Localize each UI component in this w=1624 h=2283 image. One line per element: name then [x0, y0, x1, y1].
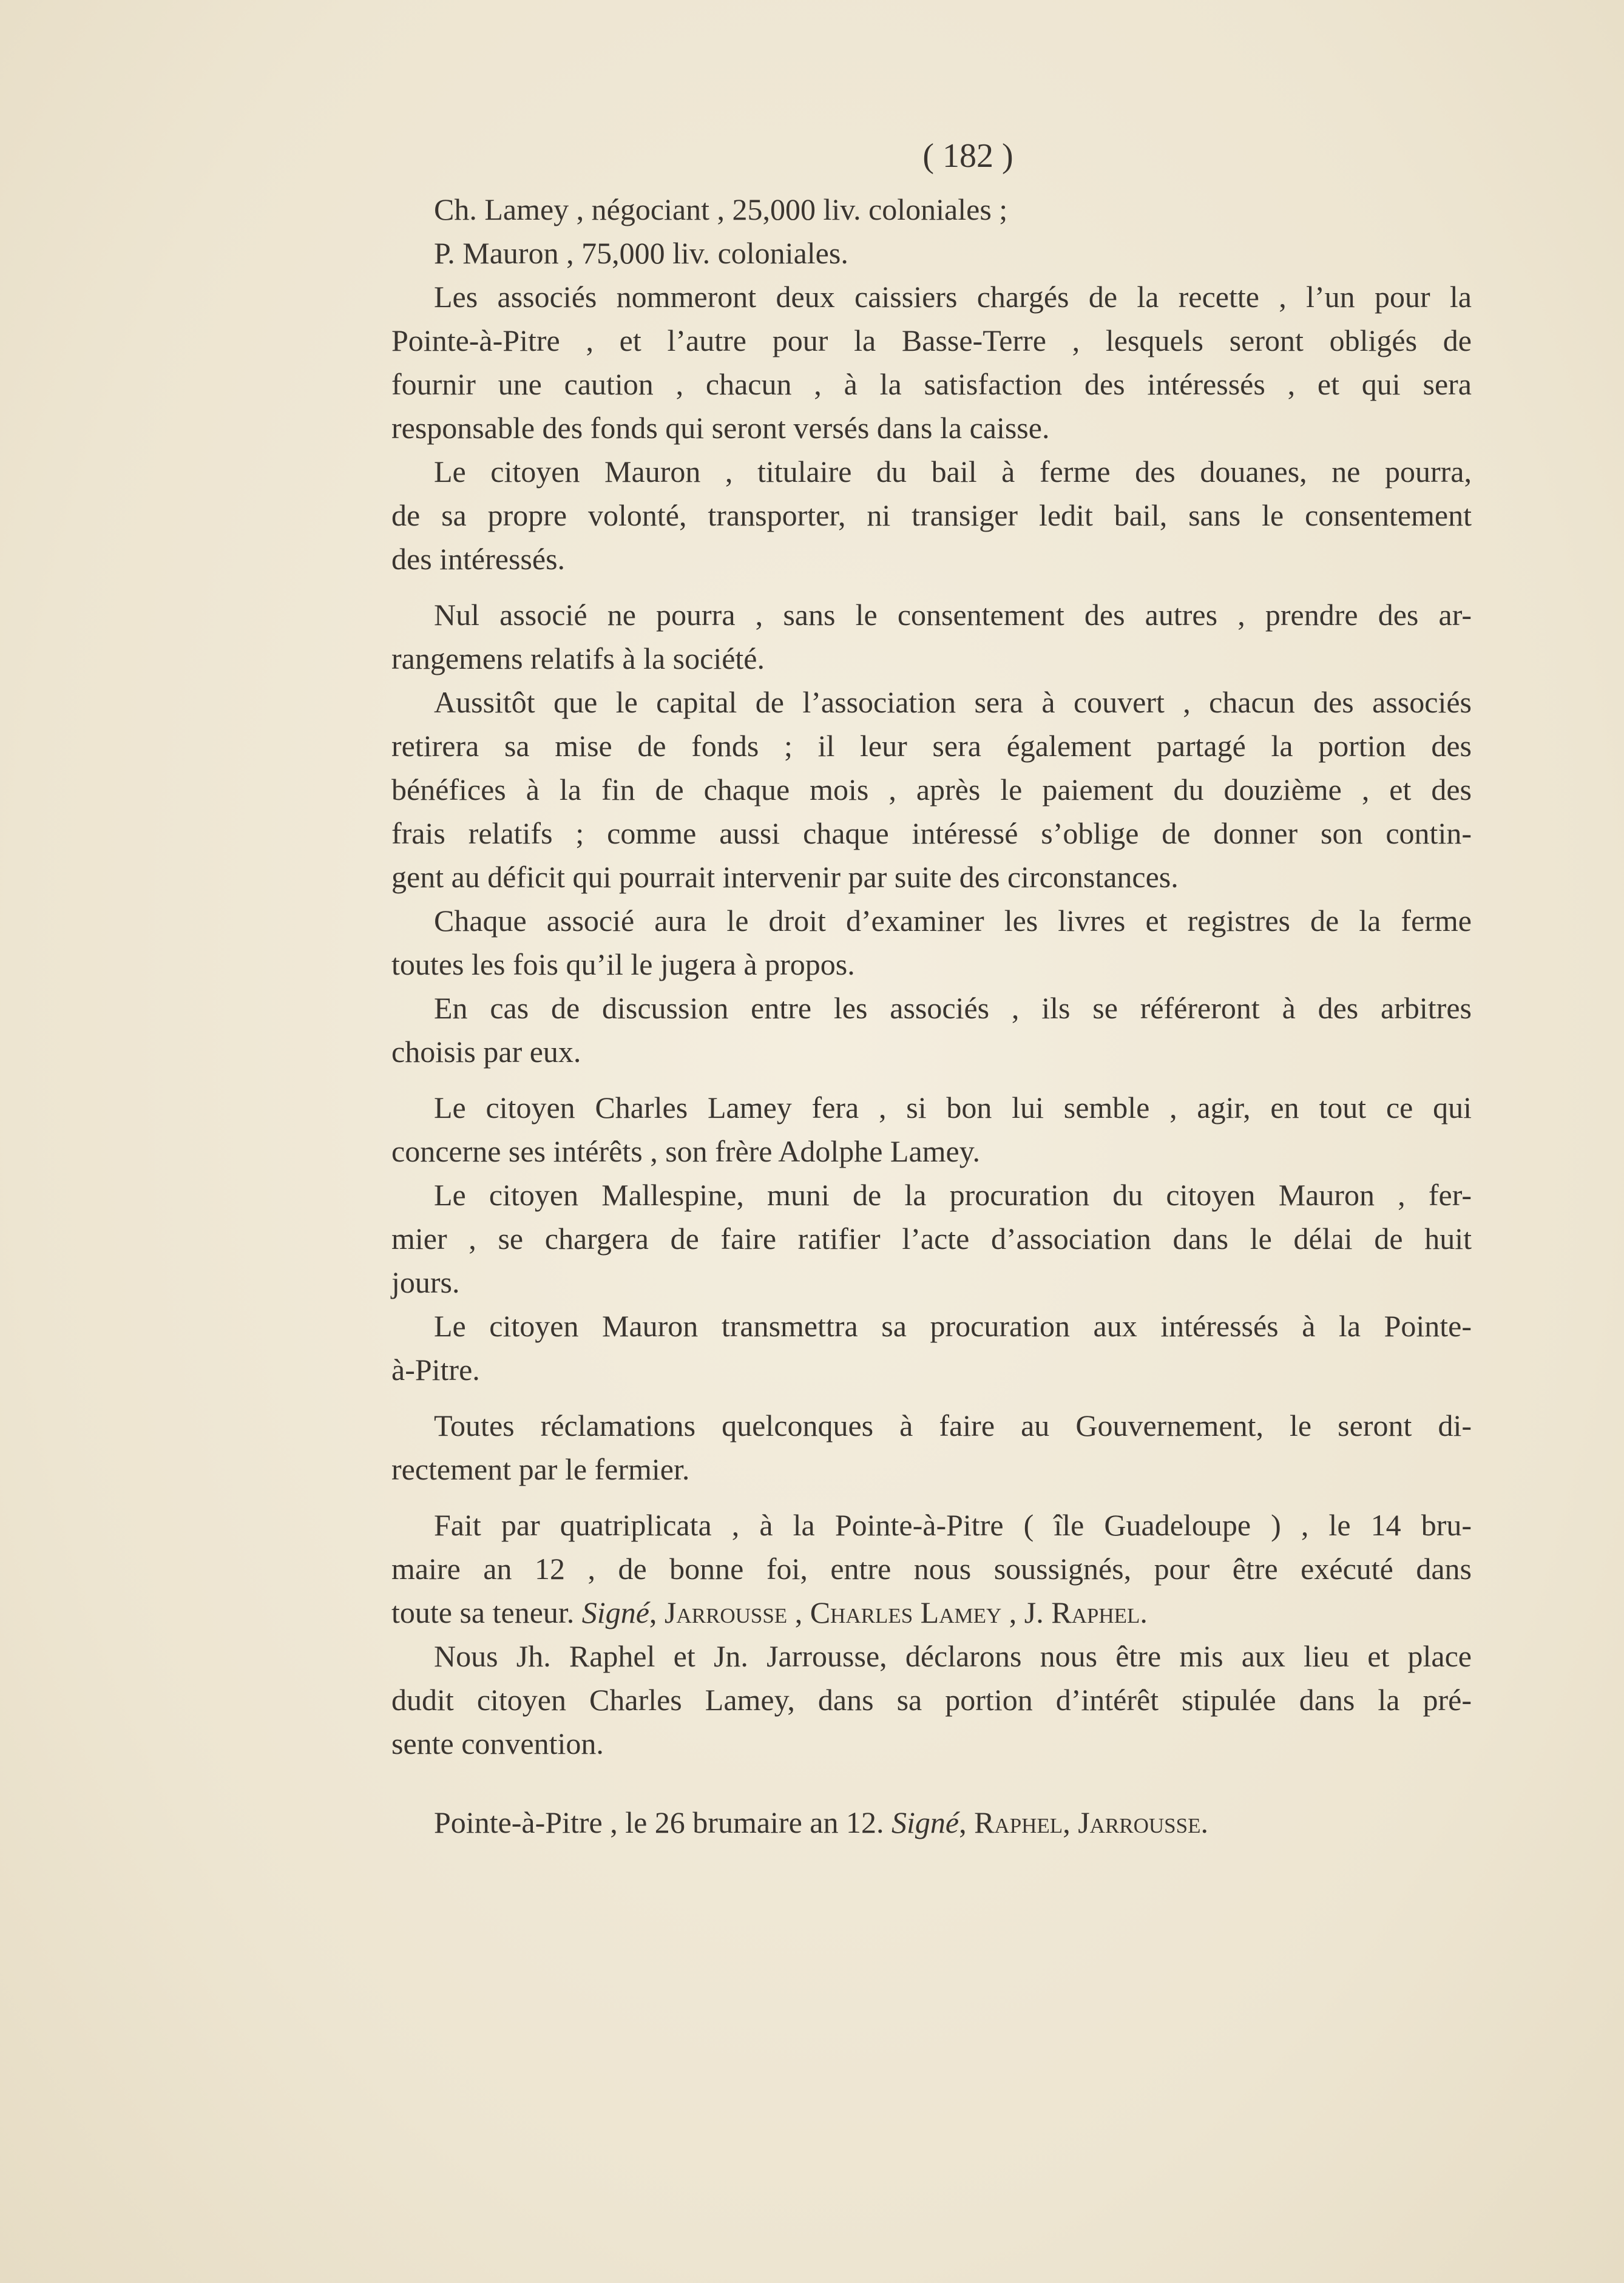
text-line: responsable des fonds qui seront versés dans la caisse. [391, 411, 1050, 445]
text-line: Ch. Lamey , négociant , 25,000 liv. coloniales ; [434, 192, 1008, 226]
separator: , [959, 1805, 967, 1839]
paragraph-capital [391, 680, 1472, 899]
text-line: Le citoyen Mauron transmettra sa procuration aux intéressés à la Pointe- [434, 1309, 1472, 1343]
text-line: des intéressés. [391, 542, 566, 576]
paragraph-fait-par [391, 1503, 1472, 1634]
paragraph-cashiers [391, 275, 1472, 450]
paragraph-mauron-share [391, 231, 1472, 275]
signature-line [391, 1591, 1472, 1634]
text-line: P. Mauron , 75,000 liv. coloniales. [434, 236, 848, 270]
page-number: ( 182 ) [922, 137, 1013, 175]
separator: , [1009, 1595, 1017, 1629]
text-line: Aussitôt que le capital de l’association sera à couvert , chacun des associés [434, 685, 1472, 719]
closing-place-date: Pointe-à-Pitre , le 26 brumaire an 12. [434, 1805, 884, 1839]
text-line: Pointe-à-Pitre , et l’autre pour la Basse-Terre , lesquels seront obligés de [391, 323, 1472, 357]
text-line: sente convention. [391, 1727, 604, 1760]
text-line: Toutes réclamations quelconques à faire au Gouvernement, le seront di- [434, 1409, 1472, 1443]
text-line: rangemens relatifs à la société. [391, 641, 765, 675]
text-line: Le citoyen Charles Lamey fera , si bon lui semble , agir, en tout ce qui [434, 1091, 1472, 1125]
text-line: mier , se chargera de faire ratifier l’acte d’association dans le délai de huit [391, 1222, 1472, 1256]
paragraph-lamey-share [391, 188, 1472, 231]
text-line: Les associés nommeront deux caissiers chargés de la recette , l’un pour la [434, 280, 1472, 314]
signature-prefix: toute sa teneur. [391, 1595, 575, 1629]
text-line: dudit citoyen Charles Lamey, dans sa portion d’intérêt stipulée dans la pré- [391, 1683, 1472, 1717]
text-line: gent au déficit qui pourrait intervenir par suite des circonstances. [391, 860, 1179, 894]
signatory-name: J. Raphel. [1024, 1595, 1148, 1629]
paragraph-declaration [391, 1634, 1472, 1765]
paragraph-adolphe [391, 1086, 1472, 1173]
signatory-name: Jarrousse [664, 1595, 788, 1629]
text-line: Le citoyen Mauron , titulaire du bail à ferme des douanes, ne pourra, [434, 455, 1472, 489]
paragraph-books [391, 899, 1472, 986]
separator: , [649, 1595, 657, 1629]
text-line: Nul associé ne pourra , sans le consentement des autres , prendre des ar- [434, 598, 1472, 632]
signatory-name: Jarrousse. [1078, 1805, 1208, 1839]
text-line: retirera sa mise de fonds ; il leur sera également partagé la portion des [391, 729, 1472, 763]
text-line: choisis par eux. [391, 1035, 581, 1069]
text-line: fournir une caution , chacun , à la satisfaction des intéressés , et qui sera [391, 367, 1472, 401]
paragraph-reclamations [391, 1404, 1472, 1491]
paragraph-lease [391, 450, 1472, 581]
text-line: Fait par quatriplicata , à la Pointe-à-Pitre ( île Guadeloupe ) , le 14 bru- [434, 1508, 1472, 1542]
text-line: Nous Jh. Raphel et Jn. Jarrousse, déclarons nous être mis aux lieu et place [434, 1639, 1472, 1673]
separator: , [1063, 1805, 1071, 1839]
text-line: jours. [391, 1265, 460, 1299]
closing-signature [391, 1801, 1472, 1844]
text-line: Le citoyen Mallespine, muni de la procuration du citoyen Mauron , fer- [434, 1178, 1472, 1212]
text-line: à-Pitre. [391, 1353, 480, 1387]
text-line: concerne ses intérêts , son frère Adolphe Lamey. [391, 1134, 980, 1168]
text-line: maire an 12 , de bonne foi, entre nous soussignés, pour être exécuté dans [391, 1552, 1472, 1586]
text-line: de sa propre volonté, transporter, ni transiger ledit bail, sans le consentement [391, 498, 1472, 532]
separator: , [794, 1595, 803, 1629]
page-text [391, 124, 1472, 1844]
signe-word: Signé [581, 1595, 649, 1629]
text-line: bénéfices à la fin de chaque mois , après le paiement du douzième , et des [391, 773, 1472, 807]
signatory-name: Raphel [974, 1805, 1063, 1839]
paragraph-mallespine [391, 1173, 1472, 1304]
signatory-name: Charles Lamey [810, 1595, 1002, 1629]
text-line: toutes les fois qu’il le jugera à propos. [391, 947, 855, 981]
text-line: Chaque associé aura le droit d’examiner les livres et registres de la ferme [434, 904, 1472, 938]
text-line: rectement par le fermier. [391, 1452, 690, 1486]
text-line: frais relatifs ; comme aussi chaque intéressé s’oblige de donner son contin- [391, 816, 1472, 850]
text-line: En cas de discussion entre les associés , ils se référeront à des arbitres [434, 991, 1472, 1025]
signe-word: Signé [891, 1805, 959, 1839]
paragraph-arbitration [391, 986, 1472, 1074]
paragraph-consent [391, 593, 1472, 680]
paragraph-procuration [391, 1304, 1472, 1392]
